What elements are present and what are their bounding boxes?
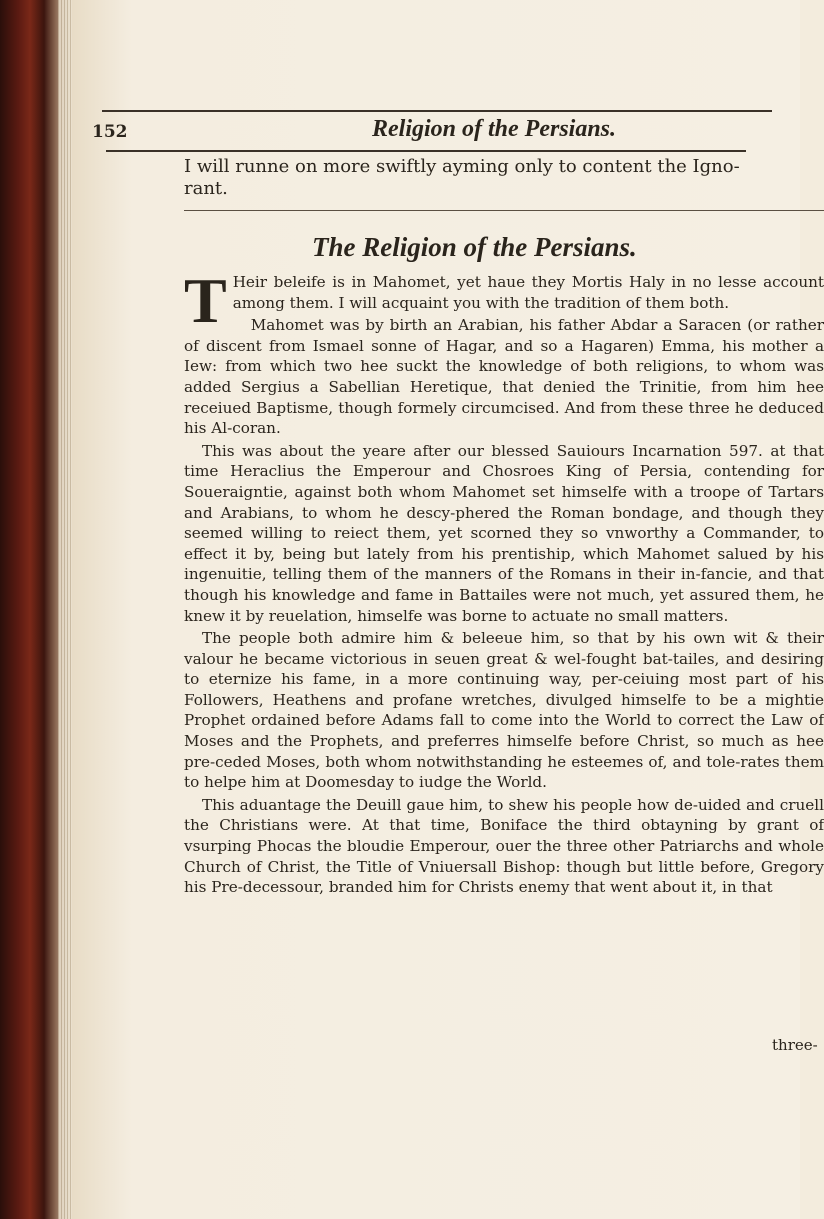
drop-cap: T — [184, 265, 227, 336]
header-rule — [106, 150, 746, 152]
body-text — [184, 265, 824, 900]
intro-text: I will runne on more swiftly ayming only to content the Igno- rant. — [184, 156, 740, 199]
page-edges — [58, 0, 72, 1219]
section-rule — [184, 210, 824, 211]
paragraph-4: The people both admire him & beleeue him, so that by his own wit & their valour he became victorious in seuen great & wel-fought bat-tailes, and desiring to eternize his fame, in a more continuing way, per-ceiuing most part of his Followers, Heathens and profane wretches, divulged himselfe to be a mightie Prophet ordained before Adams fall to come into the World to correct the Law of Moses and the Prophets, and preferres himselfe before Christ, so much as hee pre-ceded Moses, both whom notwithstanding he esteemes of, and tole-rates them to helpe him at Doomesday to iudge the World. — [184, 629, 824, 792]
paragraph-5: This aduantage the Deuill gaue him, to shew his people how de-uided and cruell the Christians were. At that time, Boniface the third obtayning by grant of vsurping Phocas the bloudie Emperour, ouer the three other Patriarchs and whole Church of Christ, the Title of Vniuersall Bishop: though but little before, Gregory his Pre-decessour, branded him for Christs enemy that went about it, in that — [184, 795, 824, 897]
page-number: 152 — [92, 122, 128, 142]
paragraph-3: This was about the yeare after our blessed Sauiours Incarnation 597. at that time Heraclius the Emperour and Chosroes King of Persia, contending for Soueraigntie, against both whom Mahomet set himselfe with a troope of Tartars and Arabians, to whom he descy-phered the Roman bondage, and though they seemed willing to reiect them, yet scorned they so vnworthy a Commander, to effect it by, being but lately from his prentiship, which Mahomet salued by his ingenuitie, telling them of the manners of the Romans in their in-fancie, and that though his knowledge and fame in Battailes were not much, yet assured them, he knew it by reuelation, himselfe was borne to actuate no small matters. — [184, 441, 824, 625]
catchword: three- — [772, 1036, 818, 1054]
book-page — [72, 0, 824, 1219]
section-title: The Religion of the Persians. — [312, 232, 637, 262]
paragraph-1-text: Heir beleife is in Mahomet, yet haue they Mortis Haly in no lesse account among them. I will acquaint you with the tradition of them both. — [232, 273, 824, 312]
top-rule — [102, 110, 772, 112]
paragraph-1 — [184, 265, 824, 336]
paragraph-2: Mahomet was by birth an Arabian, his father Abdar a Saracen (or rather of discent from Ismael sonne of Hagar, and so a Hagaren) Emma, his mother a Iew: from which two hee suckt the knowledge of both religions, to whom was added Sergius a Sabellian Heretique, that denied the Trinitie, from him hee receiued Baptisme, though formely circumcised. And from these three he deduced his Al-coran. — [184, 316, 824, 438]
running-title: Religion of the Persians. — [372, 116, 617, 142]
